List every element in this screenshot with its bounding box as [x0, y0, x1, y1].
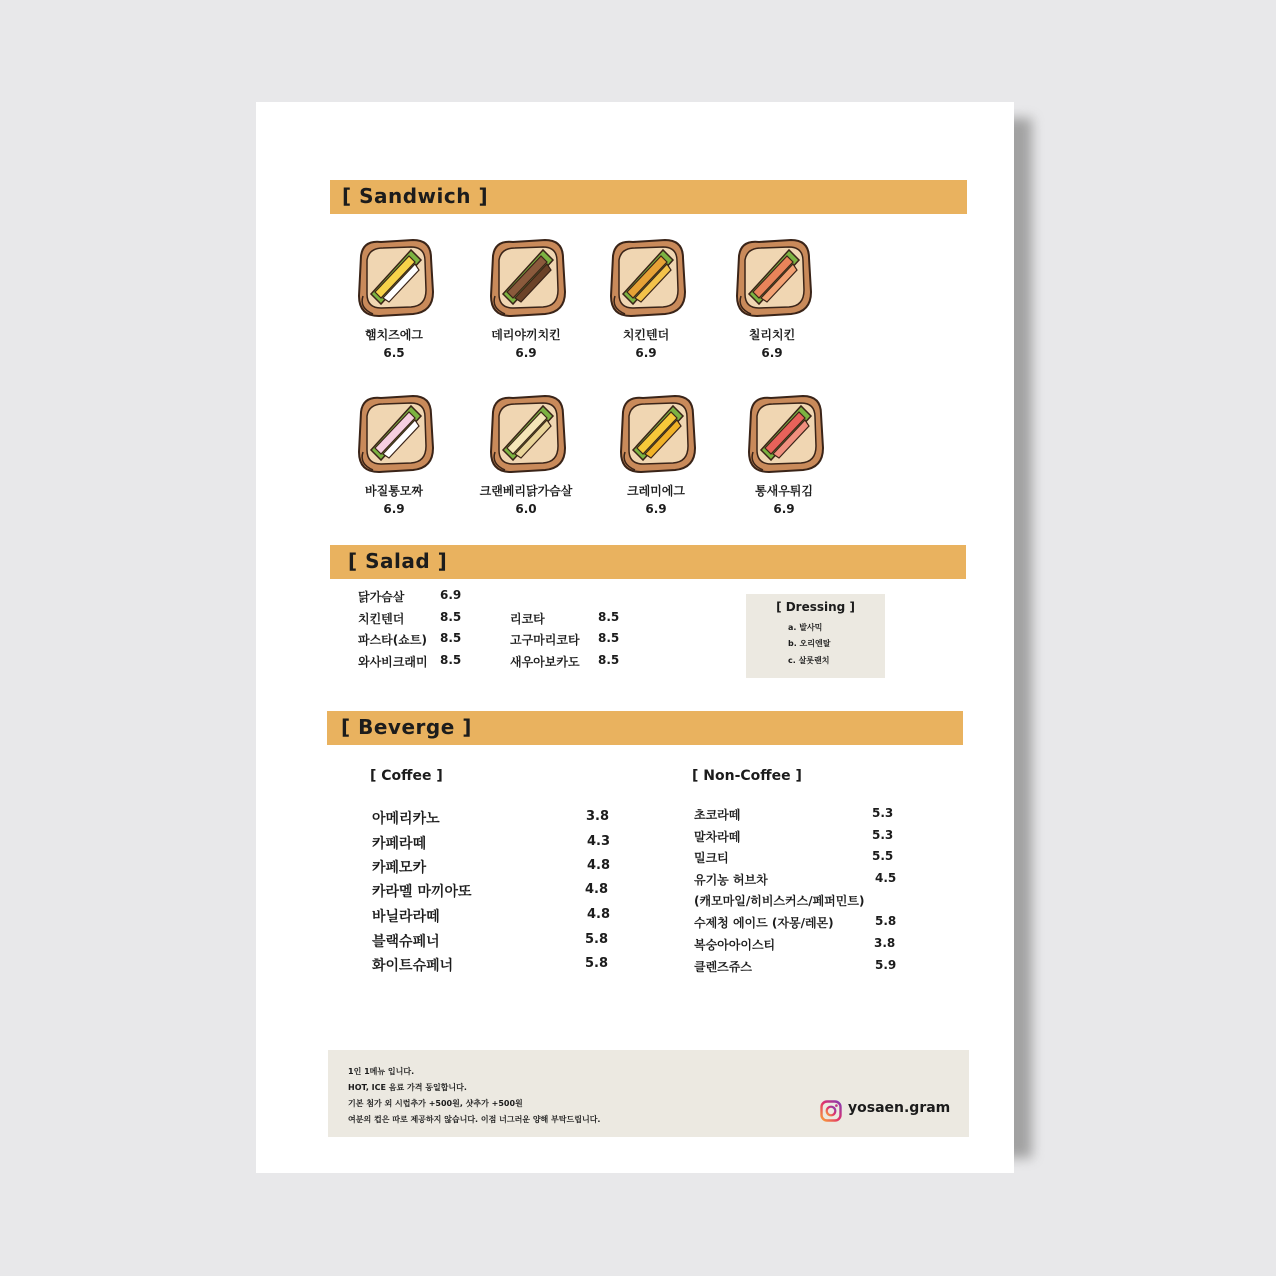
coffee-item-price: 3.8: [586, 809, 610, 824]
sandwich-card: [596, 390, 716, 516]
sandwich-price: 6.9: [635, 346, 657, 360]
sandwich-name: 크레미에그: [627, 484, 685, 498]
noncoffee-item-price: 4.5: [875, 871, 897, 885]
noncoffee-title: [ Non-Coffee ]: [692, 768, 802, 784]
coffee-item-price: 4.8: [587, 907, 611, 922]
salad-item-price: 8.5: [598, 610, 620, 624]
sandwich-card: [466, 234, 586, 360]
coffee-item-price: 4.8: [587, 858, 611, 873]
sandwich-card: [712, 234, 832, 360]
salad-item-name: 파스타(쇼트): [358, 633, 427, 647]
noncoffee-item-price: 5.3: [872, 806, 894, 820]
salad-item-price: 8.5: [598, 653, 620, 667]
noncoffee-item-name: 초코라떼: [694, 808, 741, 822]
instagram-icon[interactable]: [820, 1100, 842, 1122]
salad-item-name: 고구마리코타: [510, 633, 580, 647]
noncoffee-item-price: 5.8: [875, 914, 897, 928]
coffee-item-name: 바닐라라떼: [372, 909, 440, 925]
salad-item-name: 리코타: [510, 612, 545, 626]
dressing-item: a. 발사믹: [788, 623, 823, 632]
sandwich-title: [ Sandwich ]: [342, 184, 489, 208]
sandwich-price: 6.9: [773, 502, 795, 516]
footer-notice-line: 1인 1메뉴 입니다.: [348, 1067, 415, 1076]
noncoffee-item-name: 말차라떼: [694, 830, 741, 844]
sandwich-illustration-icon: [351, 390, 437, 476]
sandwich-card: [334, 390, 454, 516]
salad-item-price: 8.5: [440, 653, 462, 667]
coffee-item-price: 4.3: [587, 834, 611, 849]
footer-notice-line: HOT, ICE 음료 가격 동일합니다.: [348, 1083, 467, 1092]
coffee-item-name: 카페모카: [372, 860, 427, 876]
coffee-item-price: 5.8: [585, 956, 609, 971]
sandwich-card: [586, 234, 706, 360]
salad-item-name: 치킨텐더: [358, 612, 405, 626]
sandwich-name: 크랜베리닭가슴살: [479, 484, 573, 498]
sandwich-name: 바질통모짜: [365, 484, 423, 498]
sandwich-illustration-icon: [729, 234, 815, 320]
sandwich-name: 통새우튀김: [755, 484, 813, 498]
sandwich-name: 햄치즈에그: [365, 328, 423, 342]
noncoffee-item-price: 3.8: [874, 936, 896, 950]
coffee-item-name: 카라멜 마끼아또: [372, 884, 472, 900]
beverage-title: [ Beverge ]: [341, 715, 472, 739]
instagram-handle[interactable]: yosaen.gram: [848, 1100, 951, 1116]
sandwich-price: 6.9: [383, 502, 405, 516]
noncoffee-item-name: 클렌즈쥬스: [694, 960, 752, 974]
noncoffee-item-name: 유기농 허브차: [694, 873, 768, 887]
sandwich-card: [466, 390, 586, 516]
sandwich-illustration-icon: [351, 234, 437, 320]
salad-item-price: 8.5: [440, 610, 462, 624]
footer-notice-line: 기본 첨가 외 시럽추가 +500원, 샷추가 +500원: [348, 1099, 523, 1108]
sandwich-price: 6.9: [645, 502, 667, 516]
sandwich-illustration-icon: [603, 234, 689, 320]
sandwich-illustration-icon: [741, 390, 827, 476]
salad-item-name: 닭가슴살: [358, 590, 405, 604]
noncoffee-item-name: 밀크티: [694, 851, 729, 865]
noncoffee-item-price: 5.9: [875, 958, 897, 972]
sandwich-card: [334, 234, 454, 360]
noncoffee-item-name: 수제청 에이드 (자몽/레몬): [694, 916, 834, 930]
footer-notice-box: [328, 1050, 969, 1137]
sandwich-name: 칠리치킨: [748, 328, 796, 342]
coffee-item-name: 화이트슈페너: [372, 958, 454, 974]
salad-header-bar: [330, 545, 966, 579]
coffee-item-name: 블랙슈페너: [372, 934, 440, 950]
sandwich-price: 6.0: [515, 502, 537, 516]
sandwich-name: 데리야끼치킨: [491, 328, 561, 342]
dressing-title: [ Dressing ]: [776, 600, 855, 614]
sandwich-illustration-icon: [483, 390, 569, 476]
noncoffee-item-note: (캐모마일/히비스커스/페퍼민트): [694, 894, 865, 908]
salad-item-price: 8.5: [598, 631, 620, 645]
sandwich-price: 6.9: [515, 346, 537, 360]
coffee-item-name: 아메리카노: [372, 811, 440, 827]
noncoffee-item-price: 5.5: [872, 849, 894, 863]
coffee-title: [ Coffee ]: [370, 768, 443, 784]
dressing-item: b. 오리엔탈: [788, 639, 831, 648]
dressing-item: c. 살롯랜치: [788, 656, 830, 665]
coffee-item-name: 카페라떼: [372, 836, 427, 852]
salad-item-price: 8.5: [440, 631, 462, 645]
beverage-header-bar: [327, 711, 963, 745]
menu-page: [256, 102, 1014, 1173]
salad-title: [ Salad ]: [348, 549, 448, 573]
coffee-item-price: 4.8: [585, 882, 609, 897]
salad-item-name: 와사비크래미: [358, 655, 428, 669]
salad-item-price: 6.9: [440, 588, 462, 602]
sandwich-illustration-icon: [613, 390, 699, 476]
sandwich-name: 치킨텐더: [622, 328, 670, 342]
salad-item-name: 새우아보카도: [510, 655, 580, 669]
dressing-box: [746, 594, 885, 678]
footer-notice-line: 여분의 컵은 따로 제공하지 않습니다. 이점 너그러운 양해 부탁드립니다.: [348, 1115, 601, 1124]
noncoffee-item-name: 복숭아아이스티: [694, 938, 776, 952]
sandwich-price: 6.5: [383, 346, 405, 360]
sandwich-illustration-icon: [483, 234, 569, 320]
sandwich-card: [724, 390, 844, 516]
noncoffee-item-price: 5.3: [872, 828, 894, 842]
coffee-item-price: 5.8: [585, 932, 609, 947]
sandwich-price: 6.9: [761, 346, 783, 360]
sandwich-header-bar: [330, 180, 967, 214]
